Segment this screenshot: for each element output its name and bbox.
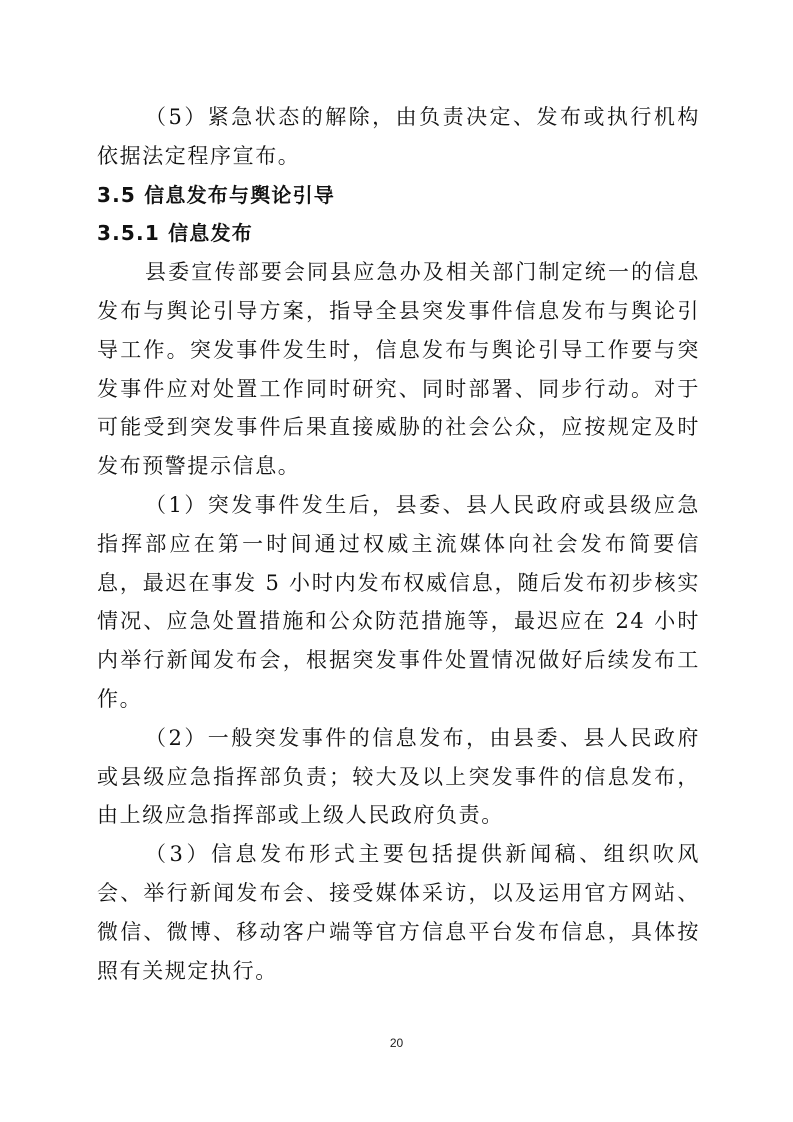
paragraph-item-3: （3）信息发布形式主要包括提供新闻稿、组织吹风会、举行新闻发布会、接受媒体采访，以及运用官方网站、微信、微博、移动客户端等官方信息平台发布信息，具体按照有关规定执行。 (97, 842, 700, 983)
page-number: 20 (389, 1036, 404, 1050)
paragraph-item-1: （1）突发事件发生后，县委、县人民政府或县级应急指挥部应在第一时间通过权威主流媒体向社会发布简要信息，最迟在事发 5 小时内发布权威信息，随后发布初步核实情况、应急处置措施和公众防范措施等，最迟应在 24 小时内举行新闻发布会，根据突发事件处置情况做好后续发布工作。 (97, 492, 700, 711)
document-body (97, 98, 700, 990)
paragraph-intro: 县委宣传部要会同县应急办及相关部门制定统一的信息发布与舆论引导方案，指导全县突发事件信息发布与舆论引导工作。突发事件发生时，信息发布与舆论引导工作要与突发事件应对处置工作同时研究、同时部署、同步行动。对于可能受到突发事件后果直接威胁的社会公众，应按规定及时发布预警提示信息。 (97, 260, 700, 479)
paragraph-emergency-lifting: （5）紧急状态的解除，由负责决定、发布或执行机构依据法定程序宣布。 (97, 105, 700, 168)
section-heading: 3.5 信息发布与舆论引导 (97, 182, 335, 207)
subsection-heading: 3.5.1 信息发布 (97, 221, 253, 246)
paragraph-item-2: （2）一般突发事件的信息发布，由县委、县人民政府或县级应急指挥部负责；较大及以上突发事件的信息发布，由上级应急指挥部或上级人民政府负责。 (97, 725, 700, 828)
